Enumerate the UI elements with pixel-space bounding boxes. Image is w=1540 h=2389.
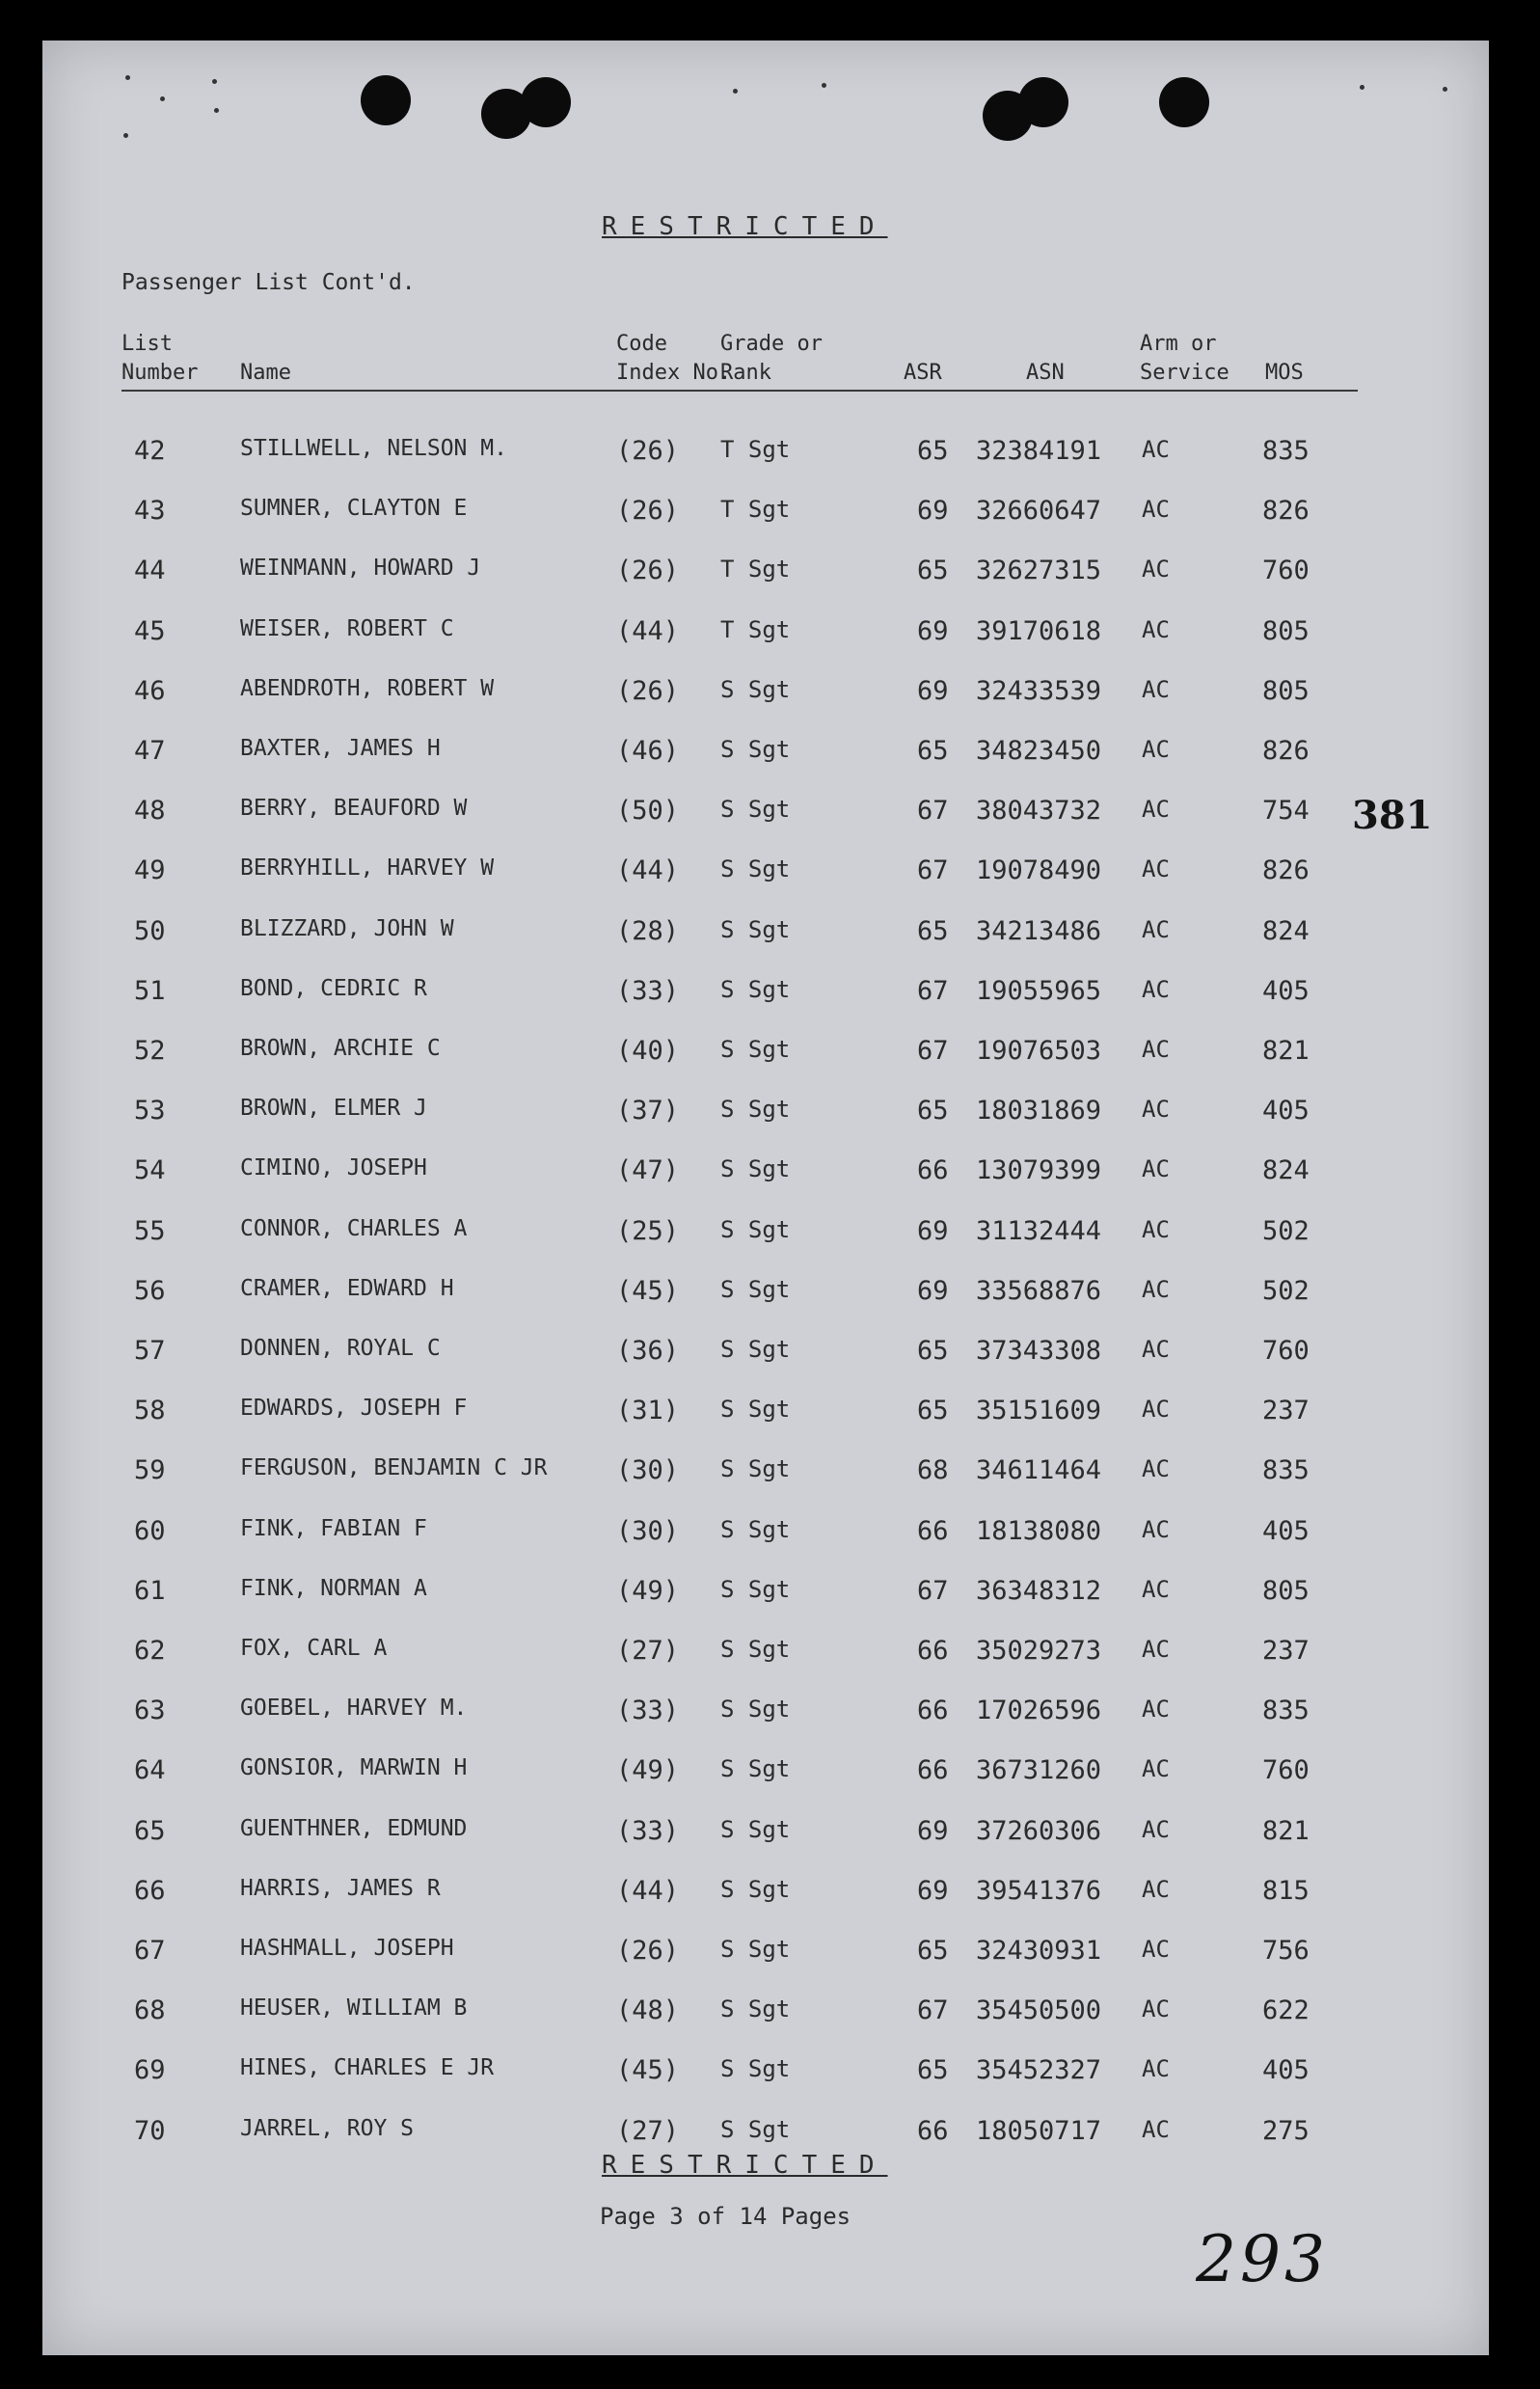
list-number: 63 bbox=[134, 1696, 166, 1726]
table-row bbox=[42, 855, 1489, 913]
list-number: 64 bbox=[134, 1755, 166, 1786]
header-arm bbox=[1140, 330, 1229, 388]
header-mos: MOS bbox=[1265, 361, 1304, 385]
table-row bbox=[42, 2055, 1489, 2113]
passenger-name: EDWARDS, JOSEPH F bbox=[240, 1396, 468, 1422]
table-row bbox=[42, 1096, 1489, 1154]
asr-value: 67 bbox=[917, 975, 949, 1006]
asn-value: 17026596 bbox=[976, 1696, 1102, 1726]
asr-value: 65 bbox=[917, 1396, 949, 1426]
grade-rank: S Sgt bbox=[720, 1755, 791, 1783]
asn-value: 34611464 bbox=[976, 1455, 1102, 1486]
list-number: 70 bbox=[134, 2115, 166, 2146]
code-index: (30) bbox=[616, 1455, 680, 1486]
mos-code: 826 bbox=[1262, 855, 1310, 886]
asr-value: 65 bbox=[917, 1936, 949, 1966]
arm-service: AC bbox=[1142, 2055, 1170, 2083]
asn-value: 32384191 bbox=[976, 436, 1102, 466]
grade-rank: S Sgt bbox=[720, 1215, 791, 1243]
grade-rank: T Sgt bbox=[720, 436, 791, 463]
grade-rank: T Sgt bbox=[720, 496, 791, 524]
asn-value: 37343308 bbox=[976, 1336, 1102, 1366]
restricted-header: RESTRICTED bbox=[602, 212, 888, 241]
asr-value: 69 bbox=[917, 496, 949, 527]
code-index: (37) bbox=[616, 1096, 680, 1127]
grade-rank: S Sgt bbox=[720, 1515, 791, 1543]
asr-value: 66 bbox=[917, 1755, 949, 1786]
punch-hole bbox=[1159, 77, 1209, 127]
code-index: (45) bbox=[616, 1275, 680, 1306]
list-number: 65 bbox=[134, 1815, 166, 1846]
asn-value: 18138080 bbox=[976, 1515, 1102, 1546]
table-row bbox=[42, 1036, 1489, 1094]
arm-service: AC bbox=[1142, 1636, 1170, 1663]
asr-value: 65 bbox=[917, 1336, 949, 1366]
table-row bbox=[42, 436, 1489, 494]
list-number: 56 bbox=[134, 1275, 166, 1306]
mos-code: 405 bbox=[1262, 1096, 1310, 1127]
passenger-name: GUENTHNER, EDMUND bbox=[240, 1815, 468, 1841]
arm-service: AC bbox=[1142, 736, 1170, 763]
code-index: (33) bbox=[616, 1696, 680, 1726]
header-asr: ASR bbox=[904, 361, 942, 385]
restricted-footer: RESTRICTED bbox=[602, 2151, 888, 2180]
table-row bbox=[42, 676, 1489, 734]
header-list-top: List bbox=[122, 332, 173, 356]
passenger-name: BERRYHILL, HARVEY W bbox=[240, 855, 495, 882]
list-number: 55 bbox=[134, 1215, 166, 1246]
asr-value: 67 bbox=[917, 796, 949, 827]
mos-code: 622 bbox=[1262, 1995, 1310, 2026]
header-list bbox=[122, 330, 198, 388]
code-index: (31) bbox=[616, 1396, 680, 1426]
arm-service: AC bbox=[1142, 1515, 1170, 1543]
list-number: 47 bbox=[134, 736, 166, 766]
asr-value: 66 bbox=[917, 1155, 949, 1186]
table-row bbox=[42, 1816, 1489, 1874]
grade-rank: S Sgt bbox=[720, 1575, 791, 1603]
code-index: (49) bbox=[616, 1755, 680, 1786]
asn-value: 36731260 bbox=[976, 1755, 1102, 1786]
arm-service: AC bbox=[1142, 1336, 1170, 1363]
list-number: 46 bbox=[134, 675, 166, 706]
code-index: (27) bbox=[616, 2115, 680, 2146]
asn-value: 37260306 bbox=[976, 1815, 1102, 1846]
grade-rank: S Sgt bbox=[720, 1636, 791, 1663]
arm-service: AC bbox=[1142, 1936, 1170, 1963]
asr-value: 69 bbox=[917, 615, 949, 646]
mos-code: 805 bbox=[1262, 615, 1310, 646]
mos-code: 821 bbox=[1262, 1815, 1310, 1846]
speck bbox=[822, 83, 826, 88]
list-number: 44 bbox=[134, 556, 166, 586]
grade-rank: S Sgt bbox=[720, 1696, 791, 1724]
code-index: (46) bbox=[616, 736, 680, 766]
passenger-name: FERGUSON, BENJAMIN C JR bbox=[240, 1455, 548, 1481]
grade-rank: S Sgt bbox=[720, 1275, 791, 1303]
grade-rank: S Sgt bbox=[720, 915, 791, 943]
mos-code: 805 bbox=[1262, 1575, 1310, 1606]
grade-rank: T Sgt bbox=[720, 556, 791, 584]
table-row bbox=[42, 796, 1489, 854]
passenger-name: FOX, CARL A bbox=[240, 1636, 388, 1661]
grade-rank: S Sgt bbox=[720, 1396, 791, 1424]
speck bbox=[212, 79, 217, 84]
arm-service: AC bbox=[1142, 1995, 1170, 2023]
code-index: (30) bbox=[616, 1515, 680, 1546]
mos-code: 760 bbox=[1262, 556, 1310, 586]
code-index: (50) bbox=[616, 796, 680, 827]
asn-value: 39541376 bbox=[976, 1875, 1102, 1906]
table-row bbox=[42, 1995, 1489, 2053]
list-number: 45 bbox=[134, 615, 166, 646]
asr-value: 66 bbox=[917, 2115, 949, 2146]
header-name: Name bbox=[240, 361, 291, 385]
grade-rank: S Sgt bbox=[720, 1155, 791, 1183]
speck bbox=[214, 108, 219, 113]
punch-hole bbox=[521, 77, 571, 127]
mos-code: 821 bbox=[1262, 1036, 1310, 1066]
asn-value: 34823450 bbox=[976, 736, 1102, 766]
header-grade-top: Grade or bbox=[720, 332, 823, 356]
arm-service: AC bbox=[1142, 915, 1170, 943]
grade-rank: S Sgt bbox=[720, 1455, 791, 1483]
list-number: 69 bbox=[134, 2055, 166, 2086]
passenger-name: BLIZZARD, JOHN W bbox=[240, 915, 454, 941]
grade-rank: S Sgt bbox=[720, 975, 791, 1003]
mos-code: 805 bbox=[1262, 675, 1310, 706]
arm-service: AC bbox=[1142, 1096, 1170, 1124]
asn-value: 19055965 bbox=[976, 975, 1102, 1006]
arm-service: AC bbox=[1142, 1575, 1170, 1603]
asr-value: 66 bbox=[917, 1696, 949, 1726]
code-index: (26) bbox=[616, 436, 680, 466]
code-index: (28) bbox=[616, 915, 680, 946]
table-row bbox=[42, 1636, 1489, 1694]
list-number: 48 bbox=[134, 796, 166, 827]
table-header bbox=[42, 330, 1489, 407]
passenger-name: BAXTER, JAMES H bbox=[240, 736, 441, 761]
passenger-name: HINES, CHARLES E JR bbox=[240, 2055, 495, 2081]
passenger-name: CIMINO, JOSEPH bbox=[240, 1155, 427, 1181]
speck bbox=[1443, 87, 1447, 92]
header-asn: ASN bbox=[1026, 361, 1065, 385]
document-page bbox=[42, 41, 1489, 2355]
grade-rank: S Sgt bbox=[720, 675, 791, 703]
passenger-name: WEISER, ROBERT C bbox=[240, 615, 454, 641]
code-index: (26) bbox=[616, 1936, 680, 1966]
list-number: 53 bbox=[134, 1096, 166, 1127]
table-row bbox=[42, 1576, 1489, 1634]
document-subtitle: Passenger List Cont'd. bbox=[122, 270, 416, 295]
passenger-name: FINK, NORMAN A bbox=[240, 1575, 427, 1601]
mos-code: 756 bbox=[1262, 1936, 1310, 1966]
arm-service: AC bbox=[1142, 1396, 1170, 1424]
code-index: (26) bbox=[616, 556, 680, 586]
mos-code: 835 bbox=[1262, 1455, 1310, 1486]
list-number: 67 bbox=[134, 1936, 166, 1966]
passenger-name: GONSIOR, MARWIN H bbox=[240, 1755, 468, 1781]
passenger-name: BROWN, ELMER J bbox=[240, 1096, 427, 1122]
table-row bbox=[42, 1936, 1489, 1994]
asn-value: 36348312 bbox=[976, 1575, 1102, 1606]
header-arm-bottom: Service bbox=[1140, 361, 1229, 385]
code-index: (27) bbox=[616, 1636, 680, 1666]
asr-value: 66 bbox=[917, 1515, 949, 1546]
mos-code: 760 bbox=[1262, 1336, 1310, 1366]
table-row bbox=[42, 616, 1489, 674]
passenger-name: BERRY, BEAUFORD W bbox=[240, 796, 468, 822]
list-number: 62 bbox=[134, 1636, 166, 1666]
asn-value: 33568876 bbox=[976, 1275, 1102, 1306]
grade-rank: S Sgt bbox=[720, 1995, 791, 2023]
code-index: (33) bbox=[616, 975, 680, 1006]
asn-value: 32430931 bbox=[976, 1936, 1102, 1966]
mos-code: 824 bbox=[1262, 1155, 1310, 1186]
list-number: 42 bbox=[134, 436, 166, 466]
code-index: (36) bbox=[616, 1336, 680, 1366]
passenger-name: FINK, FABIAN F bbox=[240, 1515, 427, 1541]
asn-value: 35452327 bbox=[976, 2055, 1102, 2086]
passenger-name: STILLWELL, NELSON M. bbox=[240, 436, 507, 461]
asn-value: 39170618 bbox=[976, 615, 1102, 646]
header-grade bbox=[720, 330, 823, 388]
table-row bbox=[42, 1336, 1489, 1394]
passenger-name: ABENDROTH, ROBERT W bbox=[240, 675, 495, 701]
table-row bbox=[42, 1155, 1489, 1213]
code-index: (44) bbox=[616, 1875, 680, 1906]
asr-value: 67 bbox=[917, 855, 949, 886]
asn-value: 35029273 bbox=[976, 1636, 1102, 1666]
table-row bbox=[42, 1876, 1489, 1934]
mos-code: 826 bbox=[1262, 736, 1310, 766]
arm-service: AC bbox=[1142, 1696, 1170, 1724]
table-row bbox=[42, 1755, 1489, 1813]
asr-value: 69 bbox=[917, 675, 949, 706]
code-index: (26) bbox=[616, 675, 680, 706]
list-number: 66 bbox=[134, 1875, 166, 1906]
list-number: 54 bbox=[134, 1155, 166, 1186]
stamp-number: 381 bbox=[1352, 793, 1433, 838]
grade-rank: T Sgt bbox=[720, 615, 791, 643]
mos-code: 237 bbox=[1262, 1636, 1310, 1666]
grade-rank: S Sgt bbox=[720, 736, 791, 763]
passenger-name: CONNOR, CHARLES A bbox=[240, 1215, 468, 1241]
asr-value: 67 bbox=[917, 1036, 949, 1066]
mos-code: 502 bbox=[1262, 1275, 1310, 1306]
arm-service: AC bbox=[1142, 796, 1170, 824]
mos-code: 502 bbox=[1262, 1215, 1310, 1246]
mos-code: 405 bbox=[1262, 2055, 1310, 2086]
code-index: (40) bbox=[616, 1036, 680, 1066]
asr-value: 69 bbox=[917, 1875, 949, 1906]
code-index: (25) bbox=[616, 1215, 680, 1246]
mos-code: 237 bbox=[1262, 1396, 1310, 1426]
header-grade-bottom: Rank bbox=[720, 361, 771, 385]
mos-code: 760 bbox=[1262, 1755, 1310, 1786]
speck bbox=[1360, 85, 1364, 90]
asn-value: 35450500 bbox=[976, 1995, 1102, 2026]
arm-service: AC bbox=[1142, 855, 1170, 883]
grade-rank: S Sgt bbox=[720, 1875, 791, 1903]
table-row bbox=[42, 916, 1489, 974]
arm-service: AC bbox=[1142, 975, 1170, 1003]
header-list-bottom: Number bbox=[122, 361, 199, 385]
grade-rank: S Sgt bbox=[720, 2115, 791, 2143]
page-number: Page 3 of 14 Pages bbox=[600, 2203, 851, 2230]
asr-value: 69 bbox=[917, 1815, 949, 1846]
passenger-name: CRAMER, EDWARD H bbox=[240, 1275, 454, 1301]
grade-rank: S Sgt bbox=[720, 1096, 791, 1124]
header-code-bottom: Index No. bbox=[616, 361, 732, 385]
asn-value: 35151609 bbox=[976, 1396, 1102, 1426]
grade-rank: S Sgt bbox=[720, 1036, 791, 1063]
arm-service: AC bbox=[1142, 436, 1170, 463]
list-number: 58 bbox=[134, 1396, 166, 1426]
grade-rank: S Sgt bbox=[720, 1815, 791, 1843]
list-number: 60 bbox=[134, 1515, 166, 1546]
mos-code: 815 bbox=[1262, 1875, 1310, 1906]
table-row bbox=[42, 1396, 1489, 1453]
arm-service: AC bbox=[1142, 1155, 1170, 1183]
arm-service: AC bbox=[1142, 1275, 1170, 1303]
table-row bbox=[42, 1276, 1489, 1334]
list-number: 52 bbox=[134, 1036, 166, 1066]
asr-value: 65 bbox=[917, 915, 949, 946]
passenger-name: BOND, CEDRIC R bbox=[240, 975, 427, 1001]
list-number: 50 bbox=[134, 915, 166, 946]
code-index: (49) bbox=[616, 1575, 680, 1606]
asn-value: 19078490 bbox=[976, 855, 1102, 886]
table-row bbox=[42, 496, 1489, 554]
list-number: 59 bbox=[134, 1455, 166, 1486]
asr-value: 67 bbox=[917, 1575, 949, 1606]
code-index: (45) bbox=[616, 2055, 680, 2086]
grade-rank: S Sgt bbox=[720, 1936, 791, 1963]
table-row bbox=[42, 736, 1489, 794]
asr-value: 65 bbox=[917, 2055, 949, 2086]
asr-value: 67 bbox=[917, 1995, 949, 2026]
passenger-name: HARRIS, JAMES R bbox=[240, 1875, 441, 1901]
asr-value: 65 bbox=[917, 556, 949, 586]
mos-code: 754 bbox=[1262, 796, 1310, 827]
asr-value: 69 bbox=[917, 1275, 949, 1306]
asn-value: 32627315 bbox=[976, 556, 1102, 586]
asn-value: 32433539 bbox=[976, 675, 1102, 706]
arm-service: AC bbox=[1142, 1755, 1170, 1783]
grade-rank: S Sgt bbox=[720, 796, 791, 824]
table-row bbox=[42, 556, 1489, 613]
list-number: 61 bbox=[134, 1575, 166, 1606]
asr-value: 69 bbox=[917, 1215, 949, 1246]
mos-code: 405 bbox=[1262, 975, 1310, 1006]
arm-service: AC bbox=[1142, 2115, 1170, 2143]
grade-rank: S Sgt bbox=[720, 1336, 791, 1363]
list-number: 43 bbox=[134, 496, 166, 527]
table-row bbox=[42, 1516, 1489, 1574]
passenger-name: GOEBEL, HARVEY M. bbox=[240, 1696, 468, 1722]
mos-code: 824 bbox=[1262, 915, 1310, 946]
asn-value: 31132444 bbox=[976, 1215, 1102, 1246]
arm-service: AC bbox=[1142, 1215, 1170, 1243]
list-number: 57 bbox=[134, 1336, 166, 1366]
asr-value: 65 bbox=[917, 436, 949, 466]
mos-code: 826 bbox=[1262, 496, 1310, 527]
code-index: (48) bbox=[616, 1995, 680, 2026]
punch-hole bbox=[1018, 77, 1068, 127]
arm-service: AC bbox=[1142, 615, 1170, 643]
header-underline bbox=[122, 390, 1358, 392]
list-number: 49 bbox=[134, 855, 166, 886]
asr-value: 66 bbox=[917, 1636, 949, 1666]
asn-value: 19076503 bbox=[976, 1036, 1102, 1066]
asr-value: 68 bbox=[917, 1455, 949, 1486]
code-index: (26) bbox=[616, 496, 680, 527]
grade-rank: S Sgt bbox=[720, 2055, 791, 2083]
code-index: (44) bbox=[616, 615, 680, 646]
mos-code: 835 bbox=[1262, 1696, 1310, 1726]
asn-value: 32660647 bbox=[976, 496, 1102, 527]
code-index: (44) bbox=[616, 855, 680, 886]
table-row bbox=[42, 1696, 1489, 1753]
table-row bbox=[42, 1216, 1489, 1274]
mos-code: 275 bbox=[1262, 2115, 1310, 2146]
speck bbox=[125, 75, 130, 80]
passenger-name: DONNEN, ROYAL C bbox=[240, 1336, 441, 1361]
speck bbox=[123, 133, 128, 138]
grade-rank: S Sgt bbox=[720, 855, 791, 883]
asr-value: 65 bbox=[917, 736, 949, 766]
asr-value: 65 bbox=[917, 1096, 949, 1127]
arm-service: AC bbox=[1142, 1815, 1170, 1843]
code-index: (33) bbox=[616, 1815, 680, 1846]
mos-code: 835 bbox=[1262, 436, 1310, 466]
passenger-name: BROWN, ARCHIE C bbox=[240, 1036, 441, 1061]
table-row bbox=[42, 976, 1489, 1034]
speck bbox=[733, 89, 738, 94]
code-index: (47) bbox=[616, 1155, 680, 1186]
asn-value: 13079399 bbox=[976, 1155, 1102, 1186]
asn-value: 38043732 bbox=[976, 796, 1102, 827]
header-arm-top: Arm or bbox=[1140, 332, 1217, 356]
arm-service: AC bbox=[1142, 1455, 1170, 1483]
list-number: 51 bbox=[134, 975, 166, 1006]
header-code bbox=[573, 330, 731, 388]
speck bbox=[160, 96, 165, 101]
arm-service: AC bbox=[1142, 1875, 1170, 1903]
passenger-name: WEINMANN, HOWARD J bbox=[240, 556, 481, 582]
passenger-name: HASHMALL, JOSEPH bbox=[240, 1936, 454, 1961]
list-number: 68 bbox=[134, 1995, 166, 2026]
arm-service: AC bbox=[1142, 556, 1170, 584]
asn-value: 18050717 bbox=[976, 2115, 1102, 2146]
asn-value: 18031869 bbox=[976, 1096, 1102, 1127]
asn-value: 34213486 bbox=[976, 915, 1102, 946]
table-row bbox=[42, 1455, 1489, 1513]
passenger-name: HEUSER, WILLIAM B bbox=[240, 1995, 468, 2022]
arm-service: AC bbox=[1142, 1036, 1170, 1063]
passenger-name: JARREL, ROY S bbox=[240, 2115, 415, 2141]
passenger-name: SUMNER, CLAYTON E bbox=[240, 496, 468, 522]
arm-service: AC bbox=[1142, 675, 1170, 703]
handwritten-number: 293 bbox=[1196, 2222, 1329, 2296]
arm-service: AC bbox=[1142, 496, 1170, 524]
mos-code: 405 bbox=[1262, 1515, 1310, 1546]
punch-hole bbox=[361, 75, 411, 125]
header-code-top: Code bbox=[616, 332, 667, 356]
